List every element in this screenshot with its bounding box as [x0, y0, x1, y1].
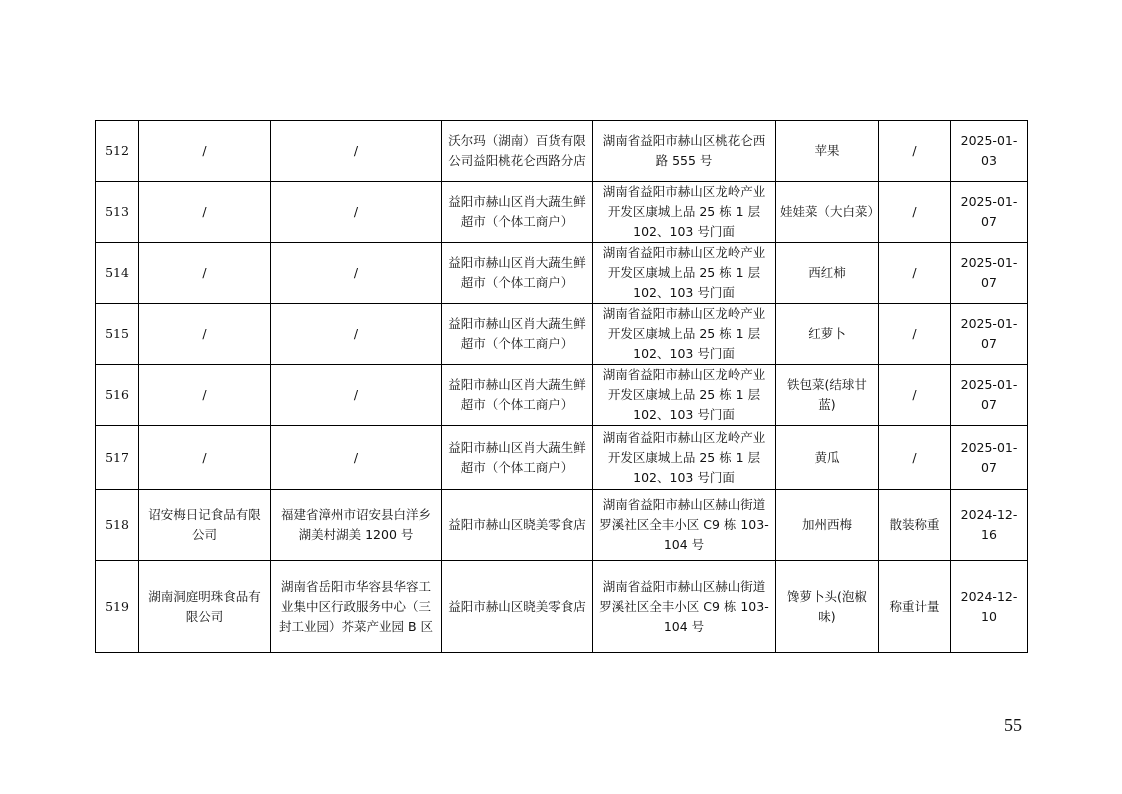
specification-cell: /: [879, 182, 951, 243]
row-number-cell: 516: [96, 365, 139, 426]
seller-address-cell: 湖南省益阳市赫山区龙岭产业开发区康城上品 25 栋 1 层 102、103 号门面: [593, 426, 776, 490]
producer-address-cell: /: [271, 365, 442, 426]
production-date-cell: 2024-12-16: [951, 490, 1028, 561]
seller-address-cell: 湖南省益阳市赫山区桃花仑西路 555 号: [593, 121, 776, 182]
seller-address-cell: 湖南省益阳市赫山区龙岭产业开发区康城上品 25 栋 1 层 102、103 号门面: [593, 365, 776, 426]
table-row: [96, 121, 1028, 182]
product-name-cell: 馋萝卜头(泡椒味): [776, 561, 879, 653]
product-name-cell: 黄瓜: [776, 426, 879, 490]
seller-address-cell: 湖南省益阳市赫山区龙岭产业开发区康城上品 25 栋 1 层 102、103 号门面: [593, 182, 776, 243]
production-date-cell: 2025-01-07: [951, 243, 1028, 304]
specification-cell: 称重计量: [879, 561, 951, 653]
table-row: [96, 426, 1028, 490]
table-row: [96, 182, 1028, 243]
row-number-cell: 519: [96, 561, 139, 653]
table-row: [96, 365, 1028, 426]
specification-cell: /: [879, 121, 951, 182]
seller-name-cell: 益阳市赫山区肖大蔬生鲜超市（个体工商户）: [442, 426, 593, 490]
row-number-cell: 513: [96, 182, 139, 243]
product-name-cell: 西红柿: [776, 243, 879, 304]
seller-name-cell: 益阳市赫山区晓美零食店: [442, 490, 593, 561]
specification-cell: /: [879, 243, 951, 304]
seller-name-cell: 益阳市赫山区肖大蔬生鲜超市（个体工商户）: [442, 365, 593, 426]
seller-name-cell: 益阳市赫山区肖大蔬生鲜超市（个体工商户）: [442, 182, 593, 243]
specification-cell: /: [879, 304, 951, 365]
row-number-cell: 512: [96, 121, 139, 182]
production-date-cell: 2024-12-10: [951, 561, 1028, 653]
row-number-cell: 514: [96, 243, 139, 304]
page-number: 55: [1004, 715, 1022, 735]
specification-cell: /: [879, 426, 951, 490]
product-name-cell: 铁包菜(结球甘蓝): [776, 365, 879, 426]
producer-name-cell: /: [139, 182, 271, 243]
row-number-cell: 517: [96, 426, 139, 490]
production-date-cell: 2025-01-07: [951, 304, 1028, 365]
production-date-cell: 2025-01-07: [951, 365, 1028, 426]
seller-name-cell: 沃尔玛（湖南）百货有限公司益阳桃花仑西路分店: [442, 121, 593, 182]
seller-address-cell: 湖南省益阳市赫山区赫山街道罗溪社区全丰小区 C9 栋 103-104 号: [593, 561, 776, 653]
producer-address-cell: /: [271, 304, 442, 365]
table-row: [96, 490, 1028, 561]
seller-name-cell: 益阳市赫山区肖大蔬生鲜超市（个体工商户）: [442, 304, 593, 365]
production-date-cell: 2025-01-03: [951, 121, 1028, 182]
table-row: [96, 243, 1028, 304]
row-number-cell: 515: [96, 304, 139, 365]
seller-name-cell: 益阳市赫山区肖大蔬生鲜超市（个体工商户）: [442, 243, 593, 304]
production-date-cell: 2025-01-07: [951, 426, 1028, 490]
row-number-cell: 518: [96, 490, 139, 561]
seller-address-cell: 湖南省益阳市赫山区赫山街道罗溪社区全丰小区 C9 栋 103-104 号: [593, 490, 776, 561]
producer-name-cell: /: [139, 426, 271, 490]
producer-address-cell: /: [271, 426, 442, 490]
producer-address-cell: 湖南省岳阳市华容县华容工业集中区行政服务中心（三封工业园）芥菜产业园 B 区: [271, 561, 442, 653]
product-name-cell: 娃娃菜（大白菜）: [776, 182, 879, 243]
producer-name-cell: 诏安梅日记食品有限公司: [139, 490, 271, 561]
producer-address-cell: /: [271, 243, 442, 304]
specification-cell: 散装称重: [879, 490, 951, 561]
seller-name-cell: 益阳市赫山区晓美零食店: [442, 561, 593, 653]
specification-cell: /: [879, 365, 951, 426]
production-date-cell: 2025-01-07: [951, 182, 1028, 243]
producer-address-cell: /: [271, 182, 442, 243]
product-name-cell: 苹果: [776, 121, 879, 182]
producer-address-cell: 福建省漳州市诏安县白洋乡湖美村湖美 1200 号: [271, 490, 442, 561]
producer-name-cell: /: [139, 365, 271, 426]
seller-address-cell: 湖南省益阳市赫山区龙岭产业开发区康城上品 25 栋 1 层 102、103 号门面: [593, 304, 776, 365]
product-name-cell: 加州西梅: [776, 490, 879, 561]
producer-name-cell: /: [139, 304, 271, 365]
table-row: [96, 561, 1028, 653]
producer-name-cell: /: [139, 243, 271, 304]
producer-name-cell: /: [139, 121, 271, 182]
table-row: [96, 304, 1028, 365]
product-name-cell: 红萝卜: [776, 304, 879, 365]
seller-address-cell: 湖南省益阳市赫山区龙岭产业开发区康城上品 25 栋 1 层 102、103 号门面: [593, 243, 776, 304]
producer-address-cell: /: [271, 121, 442, 182]
producer-name-cell: 湖南洞庭明珠食品有限公司: [139, 561, 271, 653]
sampling-table: [95, 120, 1028, 653]
